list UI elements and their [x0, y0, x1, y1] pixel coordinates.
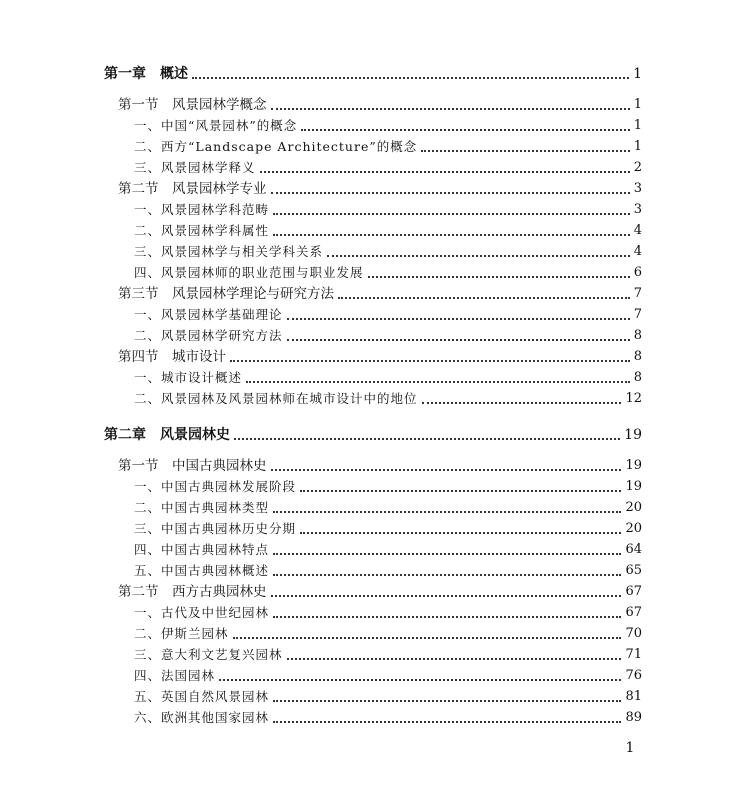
dot-leader — [271, 192, 630, 194]
toc-entry-page: 65 — [625, 563, 642, 578]
dot-leader — [327, 255, 630, 257]
toc-entry-page: 8 — [633, 370, 642, 385]
toc-entry-title: 二、中国古典园林类型 — [134, 500, 270, 515]
toc-entry-title: 四、法国园林 — [134, 668, 216, 683]
dot-leader — [273, 700, 621, 702]
toc-entry-page: 4 — [633, 223, 642, 238]
toc-entry-item[interactable] — [134, 303, 642, 323]
toc-entry-chapter-2[interactable] — [104, 423, 642, 443]
dot-leader — [273, 721, 621, 723]
toc-entry-item[interactable] — [134, 219, 642, 239]
toc-entry-page: 76 — [625, 668, 642, 683]
toc-entry-title: 一、风景园林学科范畴 — [134, 202, 270, 217]
dot-leader — [233, 637, 622, 639]
toc-entry-section[interactable] — [118, 580, 642, 600]
toc-entry-page: 89 — [625, 710, 642, 725]
dot-leader — [230, 360, 630, 362]
toc-entry-page: 67 — [625, 605, 642, 620]
toc-entry-page: 19 — [625, 479, 642, 494]
dot-leader — [287, 658, 622, 660]
toc-entry-title: 第三节 风景园林学理论与研究方法 — [118, 286, 334, 302]
toc-entry-item[interactable] — [134, 517, 642, 537]
dot-leader — [338, 297, 630, 299]
toc-entry-section[interactable] — [118, 454, 642, 474]
toc-entry-chapter-1[interactable] — [104, 62, 642, 82]
dot-leader — [271, 595, 622, 597]
toc-entry-item[interactable] — [134, 706, 642, 726]
dot-leader — [273, 234, 630, 236]
dot-leader — [300, 490, 621, 492]
toc-entry-page: 3 — [633, 202, 642, 217]
dot-leader — [271, 469, 622, 471]
toc-entry-section[interactable] — [118, 345, 642, 365]
toc-entry-page: 6 — [633, 265, 642, 280]
toc-entry-page: 71 — [625, 647, 642, 662]
toc-entry-item[interactable] — [134, 601, 642, 621]
toc-entry-item[interactable] — [134, 324, 642, 344]
page-number: 1 — [625, 740, 635, 756]
toc-entry-item[interactable] — [134, 622, 642, 642]
toc-entry-title: 二、风景园林学科属性 — [134, 223, 270, 238]
dot-leader — [301, 129, 629, 131]
toc-entry-page: 19 — [624, 427, 642, 443]
toc-entry-page: 8 — [633, 328, 642, 343]
toc-entry-page: 1 — [633, 139, 642, 154]
toc-entry-title: 三、中国古典园林历史分期 — [134, 521, 297, 536]
toc-entry-item[interactable] — [134, 366, 642, 386]
toc-entry-title: 二、风景园林及风景园林师在城市设计中的地位 — [134, 391, 418, 406]
dot-leader — [192, 77, 629, 79]
toc-entry-title: 五、中国古典园林概述 — [134, 563, 270, 578]
toc-entry-title: 第四节 城市设计 — [118, 349, 226, 365]
toc-entry-page: 70 — [625, 626, 642, 641]
toc-entry-item[interactable] — [134, 538, 642, 558]
toc-entry-item[interactable] — [134, 114, 642, 134]
dot-leader — [273, 511, 621, 513]
toc-entry-page: 8 — [633, 349, 642, 364]
toc-entry-title: 一、风景园林学基础理论 — [134, 307, 283, 322]
dot-leader — [300, 532, 621, 534]
dot-leader — [273, 574, 621, 576]
toc-entry-title: 第二节 风景园林学专业 — [118, 181, 267, 197]
toc-entry-title: 二、西方“Landscape Architecture”的概念 — [134, 139, 418, 154]
toc-entry-title: 六、欧洲其他国家园林 — [134, 710, 270, 725]
toc-entry-page: 3 — [633, 181, 642, 196]
toc-entry-title: 第二节 西方古典园林史 — [118, 584, 267, 600]
toc-entry-page: 4 — [633, 244, 642, 259]
toc-entry-page: 1 — [633, 66, 642, 82]
dot-leader — [273, 553, 621, 555]
toc-entry-item[interactable] — [134, 135, 642, 155]
toc-entry-page: 1 — [633, 118, 642, 133]
toc-entry-item[interactable] — [134, 559, 642, 579]
toc-entry-page: 81 — [625, 689, 642, 704]
toc-entry-page: 67 — [625, 584, 642, 599]
toc-entry-page: 20 — [625, 521, 642, 536]
toc-entry-item[interactable] — [134, 643, 642, 663]
toc-entry-title: 五、英国自然风景园林 — [134, 689, 270, 704]
dot-leader — [273, 213, 630, 215]
toc-entry-title: 一、城市设计概述 — [134, 370, 243, 385]
dot-leader — [271, 108, 630, 110]
dot-leader — [273, 616, 621, 618]
toc-entry-item[interactable] — [134, 261, 642, 281]
toc-entry-item[interactable] — [134, 387, 642, 407]
dot-leader — [287, 318, 630, 320]
toc-entry-title: 一、中国古典园林发展阶段 — [134, 479, 297, 494]
toc-entry-page: 64 — [625, 542, 642, 557]
dot-leader — [421, 150, 629, 152]
toc-entry-title: 一、古代及中世纪园林 — [134, 605, 270, 620]
toc-entry-title: 一、中国“风景园林”的概念 — [134, 118, 298, 133]
toc-entry-title: 第二章 风景园林史 — [104, 427, 230, 443]
dot-leader — [246, 381, 630, 383]
toc-entry-title: 第一节 中国古典园林史 — [118, 458, 267, 474]
toc-entry-title: 第一章 概述 — [104, 66, 188, 82]
toc-entry-item[interactable] — [134, 664, 642, 684]
toc-entry-page: 7 — [633, 307, 642, 322]
dot-leader — [219, 679, 621, 681]
toc-entry-title: 四、风景园林师的职业范围与职业发展 — [134, 265, 364, 280]
toc-entry-title: 二、风景园林学研究方法 — [134, 328, 283, 343]
dot-leader — [287, 339, 630, 341]
toc-entry-page: 1 — [633, 97, 642, 112]
toc-entry-section[interactable] — [118, 282, 642, 302]
toc-entry-page: 20 — [625, 500, 642, 515]
toc-entry-title: 三、风景园林学释义 — [134, 160, 256, 175]
toc-entry-item[interactable] — [134, 475, 642, 495]
toc-entry-title: 三、风景园林学与相关学科关系 — [134, 244, 324, 259]
toc-entry-title: 二、伊斯兰园林 — [134, 626, 229, 641]
dot-leader — [422, 402, 622, 404]
dot-leader — [234, 438, 620, 440]
toc-entry-item[interactable] — [134, 198, 642, 218]
toc-entry-item[interactable] — [134, 240, 642, 260]
toc-entry-section[interactable] — [118, 177, 642, 197]
dot-leader — [368, 276, 630, 278]
dot-leader — [260, 171, 630, 173]
toc-entry-page: 7 — [633, 286, 642, 301]
toc-entry-page: 19 — [625, 458, 642, 473]
toc-entry-page: 2 — [633, 160, 642, 175]
toc-entry-item[interactable] — [134, 685, 642, 705]
toc-entry-title: 三、意大利文艺复兴园林 — [134, 647, 283, 662]
toc-entry-item[interactable] — [134, 156, 642, 176]
toc-entry-section[interactable] — [118, 93, 642, 113]
toc-entry-page: 12 — [625, 391, 642, 406]
toc-entry-title: 第一节 风景园林学概念 — [118, 97, 267, 113]
toc-entry-title: 四、中国古典园林特点 — [134, 542, 270, 557]
toc-entry-item[interactable] — [134, 496, 642, 516]
